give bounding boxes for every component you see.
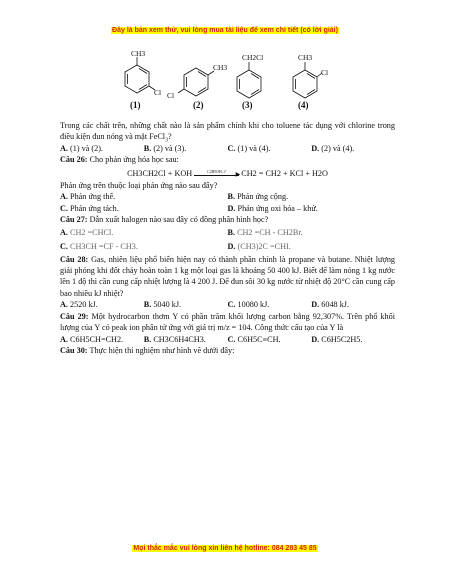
structure-2 — [167, 63, 227, 100]
structure-4 — [293, 53, 328, 98]
structure-label-3: (3) — [242, 100, 253, 110]
q28-option-d[interactable]: D. 6048 kJ. — [311, 300, 350, 310]
structure-4-sub-cl: Cl — [321, 68, 329, 77]
structure-1 — [125, 49, 161, 97]
q28-option-c[interactable]: C. 10080 kJ. — [227, 300, 270, 310]
structure-3-sub-ch2cl: CH2Cl — [242, 53, 264, 62]
hotline-banner — [0, 545, 450, 552]
q27-option-d[interactable]: D. (CH3)2C =CHI. — [227, 241, 291, 251]
q30-stem: Câu 30: Thực hiện thí nghiệm như hình vẽ dưới đây: — [60, 345, 235, 355]
reaction-condition: C2H5OH, t° — [207, 169, 227, 174]
q28-option-a[interactable]: A. 2520 kJ. — [60, 300, 98, 310]
q29-stem: Câu 29: Một hydrocarbon thơm Y có phần trăm khối lượng carbon bằng 92,307%. Trên phổ khối lượng của Y có peak ion phân tử ứng với giá trị m/z = 104. Công thức cấu tạo của Y là — [60, 311, 395, 333]
structure-2-sub-cl: Cl — [167, 91, 175, 100]
structure-1-sub-cl: Cl — [154, 88, 162, 97]
equation-left: CH3CH2Cl + KOH — [127, 168, 193, 178]
preview-notice-banner — [0, 27, 450, 34]
q29-option-d[interactable]: D. C6H5C2H5. — [311, 334, 363, 344]
structure-3 — [237, 53, 263, 98]
q25-option-b[interactable]: B. (2) và (3). — [143, 143, 187, 153]
q26-option-c[interactable]: C. Phản ứng tách. — [60, 203, 119, 213]
structure-1-sub-ch3: CH3 — [131, 49, 146, 58]
q27-option-b[interactable]: B. CH2 =CH - CH2Br. — [227, 227, 303, 237]
q26-options — [60, 191, 395, 214]
q25-stem: Trong các chất trên, những chất nào là sản phẩm chính khi cho toluene tác dụng với chlorine trong điều kiện đun nóng và mặt FeCl$_3$? — [60, 121, 395, 145]
structure-label-1: (1) — [130, 100, 141, 110]
q26-option-d[interactable]: D. Phản ứng oxi hóa – khử. — [227, 203, 318, 213]
reaction-arrow: C2H5OH, t° ▶ — [194, 171, 239, 177]
hotline-text: Mọi thắc mắc vui lòng xin liên hệ hotline: 084 283 45 85 — [133, 545, 317, 552]
preview-notice-text: Đây là bản xem thử, vui lòng mua tài liệu để xem chi tiết (có lời giải) — [112, 27, 338, 34]
q25-options — [60, 143, 395, 154]
question-content — [60, 120, 395, 356]
q29-option-c[interactable]: C. C6H5C≡CH. — [227, 334, 281, 344]
structure-2-sub-ch3: CH3 — [213, 63, 228, 72]
q26-option-a[interactable]: A. Phản ứng thế. — [60, 192, 116, 202]
q27-stem: Câu 27: Dẫn xuất halogen nào sau đây có đồng phân hình học? — [60, 215, 269, 225]
q28-option-b[interactable]: B. 5040 kJ. — [143, 300, 182, 310]
q27-option-a[interactable]: A. CH2 =CHCl. — [60, 227, 114, 237]
q25-option-c[interactable]: C. (1) và (4). — [227, 143, 271, 153]
equation-right: CH2 = CH2 + KCl + H2O — [241, 168, 328, 178]
chemical-structures — [0, 48, 450, 114]
q26-option-b[interactable]: B. Phản ứng cộng. — [227, 192, 289, 202]
q29-options — [60, 334, 395, 345]
q27-options — [60, 226, 395, 254]
q25-option-a[interactable]: A. (1) và (2). — [60, 143, 103, 153]
q26-question: Phản ứng trên thuộc loại phản ứng nào sau đây? — [60, 181, 218, 191]
q29-option-a[interactable]: A. C6H5CH=CH2. — [60, 334, 124, 344]
q28-stem: Câu 28: Gas, nhiên liệu phổ biến hiện nay có thành phần chính là propane và butane. Nhiệt lượng giải phóng khi đốt cháy hoàn toàn 1 kg một loại gas là khoảng 50 400 kJ. Biết để làm nóng 1 kg nước lên 1 độ thì cần cung cấp nhiệt lượng là 4 200 J. Để đun sôi 30 kg nước từ nhiệt độ 20°C cần cung cấp bao nhiêu kJ nhiệt? — [60, 254, 396, 298]
q27-option-c[interactable]: C. CH3CH =CF - CH3. — [60, 241, 138, 251]
q28-options — [60, 299, 395, 310]
q29-option-b[interactable]: B. CH3C6H4CH3. — [143, 334, 206, 344]
q25-option-d[interactable]: D. (2) và (4). — [311, 143, 355, 153]
structure-4-sub-ch3: CH3 — [298, 53, 313, 62]
q26-equation — [60, 168, 395, 179]
structure-label-4: (4) — [298, 100, 309, 110]
q26-stem: Câu 26: Cho phản ứng hóa học sau: — [60, 155, 179, 165]
structure-label-2: (2) — [193, 100, 204, 110]
